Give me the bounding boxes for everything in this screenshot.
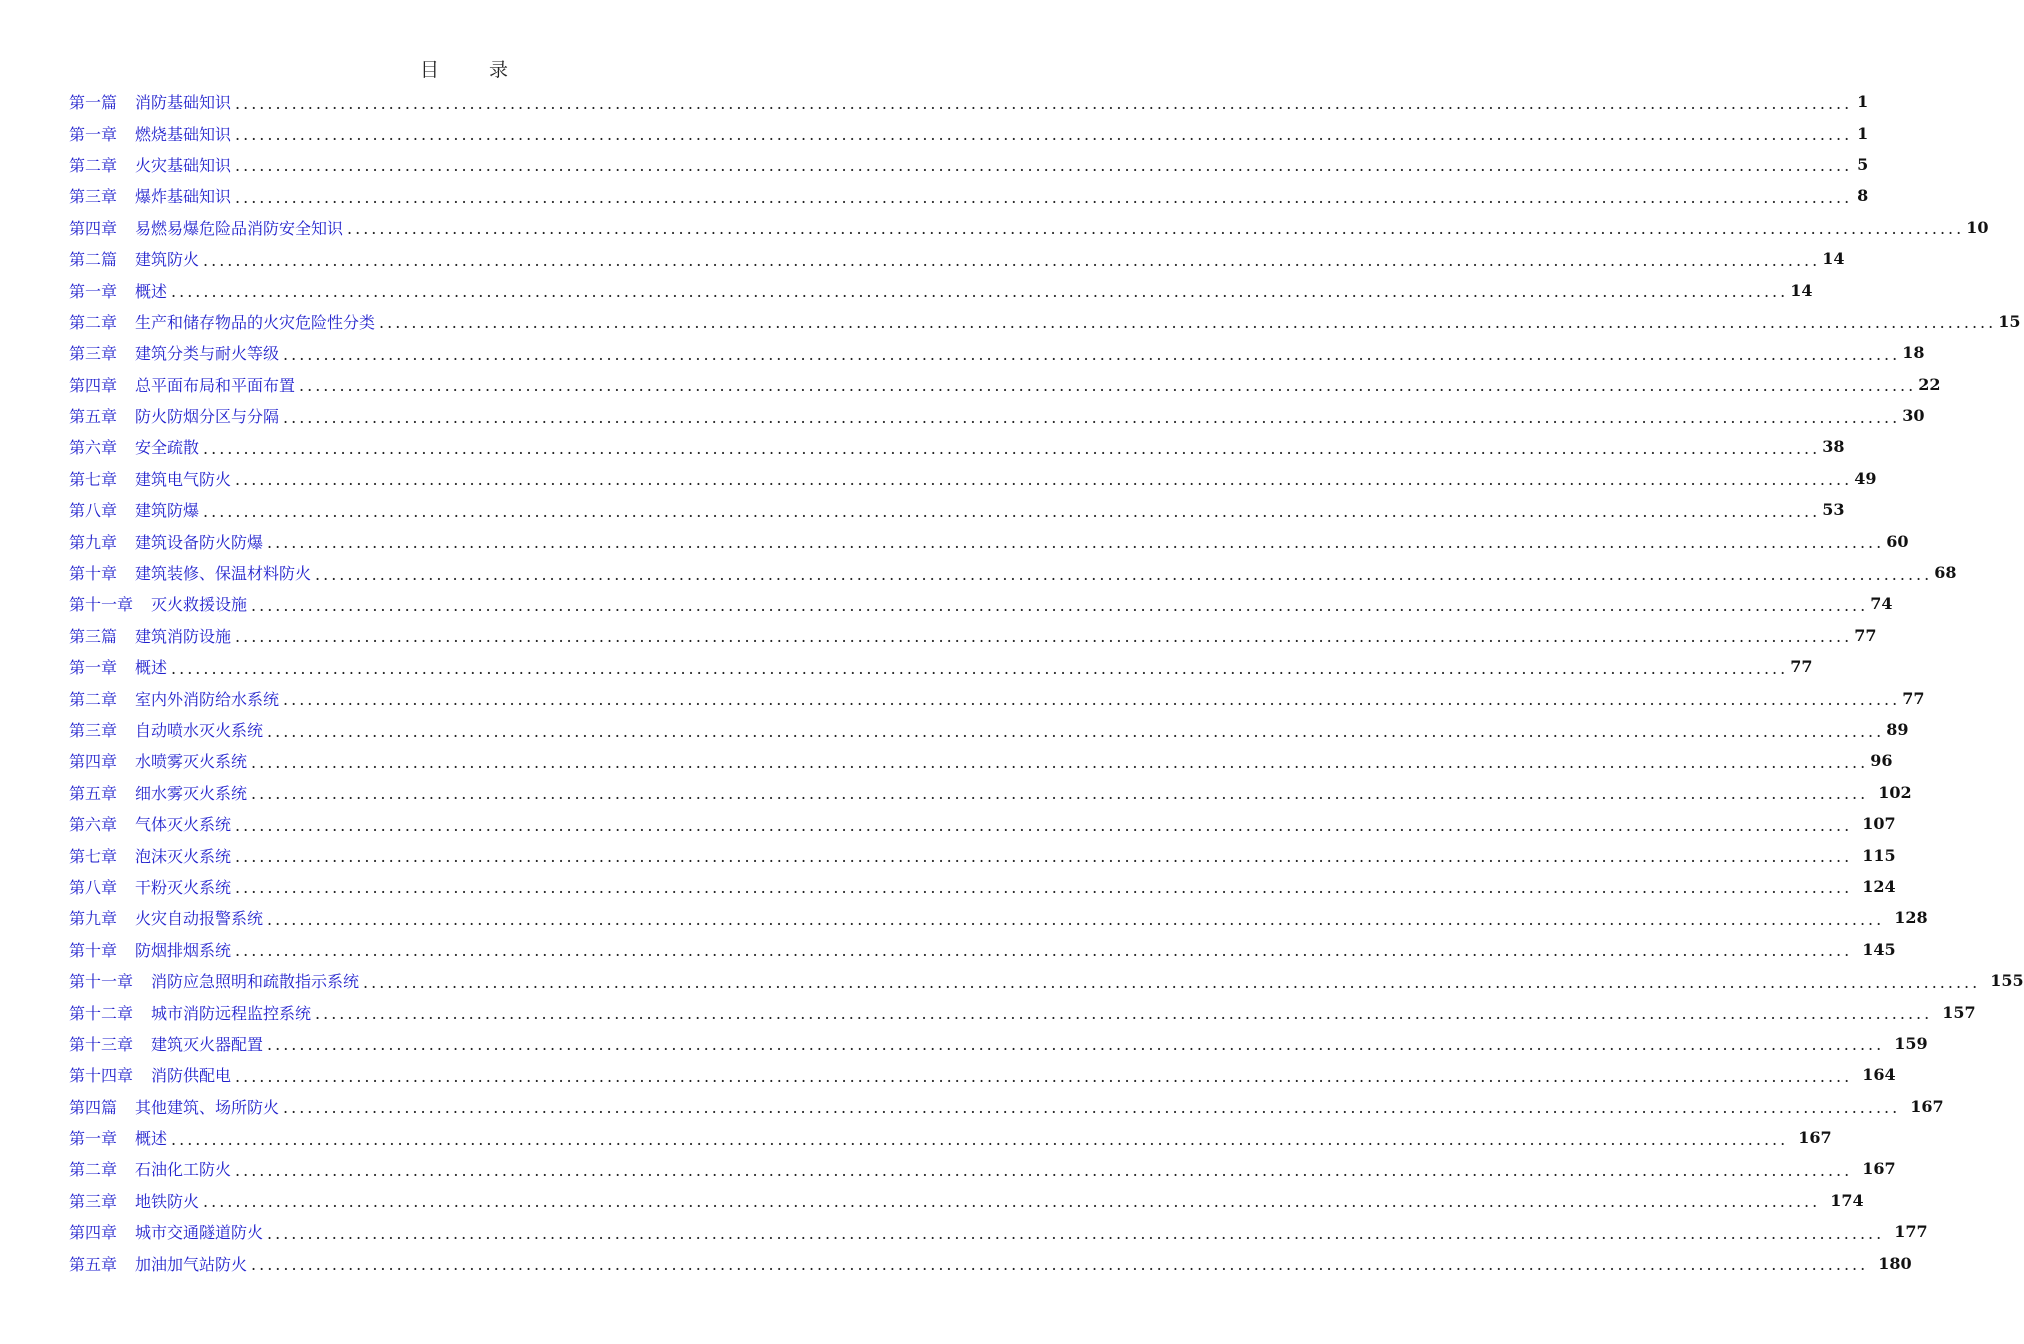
toc-entry[interactable] <box>69 1122 1832 1153</box>
toc-entry[interactable] <box>69 777 1912 808</box>
toc-leader-dots: ........................................................................................................................................................................................................ <box>251 752 1869 772</box>
toc-page-number: 107 <box>1862 814 1896 834</box>
toc-entry-title: 火灾基础知识 <box>135 155 232 175</box>
toc-entry-title: 灭火救援设施 <box>151 595 248 615</box>
toc-entry-number: 第五章 <box>69 1254 118 1274</box>
toc-page-number: 174 <box>1830 1190 1864 1210</box>
toc-entry-link[interactable] <box>69 561 311 584</box>
toc-entry-link[interactable] <box>69 216 343 239</box>
toc-entry-link[interactable] <box>69 530 263 553</box>
toc-entry-title: 爆炸基础知识 <box>135 187 232 207</box>
toc-entry-link[interactable] <box>69 1032 263 1055</box>
toc-entry-number: 第二篇 <box>69 250 118 270</box>
toc-entry-title: 建筑设备防火防爆 <box>135 532 264 552</box>
toc-entry-title: 消防供配电 <box>151 1066 232 1086</box>
toc-leader-dots: ........................................................................................................................................................................................................ <box>347 219 1965 239</box>
toc-entry[interactable] <box>69 1153 1896 1184</box>
toc-entry[interactable] <box>69 525 1909 556</box>
toc-page-number: 167 <box>1862 1159 1896 1179</box>
toc-leader-dots: ........................................................................................................................................................................................................ <box>203 438 1821 458</box>
toc-page-number: 14 <box>1822 249 1845 269</box>
toc-entry-title: 室内外消防给水系统 <box>135 689 280 709</box>
toc-page-number: 167 <box>1910 1096 1944 1116</box>
toc-entry-title: 城市交通隧道防火 <box>135 1223 264 1243</box>
toc-entry-number: 第八章 <box>69 501 118 521</box>
toc-entry-link[interactable] <box>69 404 279 427</box>
toc-entry[interactable] <box>69 274 1813 305</box>
toc-leader-dots: ........................................................................................................................................................................................................ <box>235 93 1853 113</box>
toc-page-number: 159 <box>1894 1033 1928 1053</box>
toc-leader-dots: ........................................................................................................................................................................................................ <box>267 721 1885 741</box>
toc-entry-link[interactable] <box>69 749 247 772</box>
toc-leader-dots: ........................................................................................................................................................................................................ <box>235 156 1853 176</box>
toc-entry-title: 建筑消防设施 <box>135 626 232 646</box>
toc-page-number: 167 <box>1798 1128 1832 1148</box>
toc-entry-number: 第一篇 <box>69 93 118 113</box>
toc-page-number: 1 <box>1857 92 1869 112</box>
toc-entry-number: 第十二章 <box>69 1003 134 1023</box>
toc-entry-link[interactable] <box>69 938 231 961</box>
toc-entry-number: 第八章 <box>69 877 118 897</box>
toc-entry[interactable] <box>69 745 1893 776</box>
toc-entry-title: 防火防烟分区与分隔 <box>135 407 280 427</box>
toc-page-number: 77 <box>1854 625 1877 645</box>
toc-page-number: 60 <box>1886 531 1909 551</box>
toc-leader-dots: ........................................................................................................................................................................................................ <box>235 125 1853 145</box>
toc-page-number: 77 <box>1790 657 1813 677</box>
toc-entry-number: 第二章 <box>69 312 118 332</box>
toc-page-number: 157 <box>1942 1002 1976 1022</box>
toc-page-number: 77 <box>1902 688 1925 708</box>
toc-entry-link[interactable] <box>69 153 231 176</box>
toc-leader-dots: ........................................................................................................................................................................................................ <box>283 690 1901 710</box>
toc-leader-dots: ........................................................................................................................................................................................................ <box>299 376 1917 396</box>
toc-entry-number: 第四篇 <box>69 1097 118 1117</box>
toc-entry-title: 地铁防火 <box>135 1191 200 1211</box>
toc-entry-number: 第一章 <box>69 658 118 678</box>
toc-entry-link[interactable] <box>69 781 247 804</box>
toc-entry[interactable] <box>69 337 1925 368</box>
toc-entry[interactable] <box>69 494 1845 525</box>
toc-entry-link[interactable] <box>69 341 279 364</box>
toc-leader-dots: ........................................................................................................................................................................................................ <box>235 878 1853 898</box>
toc-entry[interactable] <box>69 557 1957 588</box>
toc-entry[interactable] <box>69 839 1896 870</box>
toc-entry-title: 生产和储存物品的火灾危险性分类 <box>135 312 376 332</box>
toc-leader-dots: ........................................................................................................................................................................................................ <box>283 344 1901 364</box>
toc-entry-link[interactable] <box>69 624 231 647</box>
toc-page-number: 74 <box>1870 594 1893 614</box>
toc-entry-link[interactable] <box>69 90 231 113</box>
toc-entry[interactable] <box>69 400 1925 431</box>
toc-entry-link[interactable] <box>69 1063 231 1086</box>
toc-entry-title: 泡沫灭火系统 <box>135 846 232 866</box>
toc-leader-dots: ........................................................................................................................................................................................................ <box>235 470 1853 490</box>
toc-entry-number: 第四章 <box>69 1223 118 1243</box>
toc-leader-dots: ........................................................................................................................................................................................................ <box>363 972 1981 992</box>
toc-page-number: 164 <box>1862 1065 1896 1085</box>
toc-entry-title: 建筑防火 <box>135 250 200 270</box>
toc-entry-link[interactable] <box>69 1001 311 1024</box>
toc-entry-number: 第十三章 <box>69 1034 134 1054</box>
toc-entry-title: 自动喷水灭火系统 <box>135 721 264 740</box>
toc-entry-link[interactable] <box>69 122 231 145</box>
toc-entry-title: 总平面布局和平面布置 <box>135 375 296 395</box>
toc-entry-link[interactable] <box>69 655 167 678</box>
toc-entry[interactable] <box>69 651 1813 682</box>
toc-entry-number: 第十章 <box>69 940 118 960</box>
toc-page-number: 177 <box>1894 1222 1928 1242</box>
toc-page-number: 5 <box>1857 154 1869 174</box>
toc-entry-number: 第一章 <box>69 124 118 144</box>
toc-entry[interactable] <box>69 149 1869 180</box>
toc-entry[interactable] <box>69 1091 1944 1122</box>
toc-entry[interactable] <box>69 1028 1928 1059</box>
toc-entry-title: 其他建筑、场所防火 <box>135 1097 280 1117</box>
toc-entry-title: 建筑装修、保温材料防火 <box>135 564 312 584</box>
toc-page-number: 8 <box>1857 186 1869 206</box>
toc-leader-dots: ........................................................................................................................................................................................................ <box>251 784 1869 804</box>
toc-entry[interactable] <box>69 714 1909 745</box>
toc-page-number: 180 <box>1878 1253 1912 1273</box>
toc-entry[interactable] <box>69 306 2021 337</box>
toc-entry-link[interactable] <box>69 1220 263 1243</box>
toc-entry-link[interactable] <box>69 373 295 396</box>
table-of-contents <box>69 86 2024 1279</box>
toc-entry-title: 水喷雾灭火系统 <box>135 752 248 772</box>
toc-leader-dots: ........................................................................................................................................................................................................ <box>315 564 1933 584</box>
toc-leader-dots: ........................................................................................................................................................................................................ <box>379 313 1997 333</box>
toc-entry[interactable] <box>69 243 1845 274</box>
toc-entry-title: 概述 <box>135 1129 168 1149</box>
toc-leader-dots: ........................................................................................................................................................................................................ <box>267 1035 1885 1055</box>
toc-entry-title: 建筑电气防火 <box>135 469 232 489</box>
toc-leader-dots: ........................................................................................................................................................................................................ <box>235 1066 1853 1086</box>
toc-entry-title: 火灾自动报警系统 <box>135 909 264 929</box>
toc-entry-title: 建筑灭火器配置 <box>151 1034 264 1054</box>
toc-page-number: 15 <box>1998 311 2021 331</box>
toc-entry-number: 第二章 <box>69 155 118 175</box>
toc-entry-number: 第七章 <box>69 846 118 866</box>
toc-entry-number: 第四章 <box>69 218 118 238</box>
toc-entry[interactable] <box>69 808 1896 839</box>
toc-entry-link[interactable] <box>69 184 231 207</box>
toc-entry-number: 第二章 <box>69 1160 118 1180</box>
toc-entry-title: 概述 <box>135 658 168 678</box>
toc-page-number: 155 <box>1990 971 2024 991</box>
toc-entry[interactable] <box>69 1247 1912 1278</box>
toc-entry-number: 第三篇 <box>69 626 118 646</box>
toc-page-number: 14 <box>1790 280 1813 300</box>
toc-entry[interactable] <box>69 934 1896 965</box>
toc-entry-link[interactable] <box>69 1189 199 1212</box>
toc-leader-dots: ........................................................................................................................................................................................................ <box>283 1098 1901 1118</box>
toc-entry-title: 石油化工防火 <box>135 1160 232 1180</box>
toc-entry-title: 建筑分类与耐火等级 <box>135 344 280 364</box>
toc-page-number: 49 <box>1854 468 1877 488</box>
toc-entry-number: 第五章 <box>69 407 118 427</box>
toc-entry[interactable] <box>69 86 1869 117</box>
toc-leader-dots: ........................................................................................................................................................................................................ <box>251 595 1869 615</box>
toc-page-number: 102 <box>1878 782 1912 802</box>
toc-page-number: 30 <box>1902 406 1925 426</box>
toc-entry-link[interactable] <box>69 310 375 333</box>
toc-leader-dots: ........................................................................................................................................................................................................ <box>235 847 1853 867</box>
toc-entry-number: 第九章 <box>69 909 118 929</box>
toc-entry-link[interactable] <box>69 279 167 302</box>
toc-entry[interactable] <box>69 463 1877 494</box>
toc-entry[interactable] <box>69 180 1869 211</box>
toc-entry-title: 易燃易爆危险品消防安全知识 <box>135 218 344 238</box>
toc-leader-dots: ........................................................................................................................................................................................................ <box>203 250 1821 270</box>
toc-page-number: 38 <box>1822 437 1845 457</box>
toc-page-number: 124 <box>1862 876 1896 896</box>
toc-entry[interactable] <box>69 996 1976 1027</box>
toc-entry[interactable] <box>69 902 1928 933</box>
toc-entry-number: 第六章 <box>69 438 118 458</box>
toc-entry[interactable] <box>69 431 1845 462</box>
toc-entry-number: 第一章 <box>69 1129 118 1149</box>
toc-entry-link[interactable] <box>69 435 199 458</box>
toc-entry[interactable] <box>69 620 1877 651</box>
toc-entry-link[interactable] <box>69 592 247 615</box>
toc-entry-number: 第四章 <box>69 752 118 772</box>
toc-entry[interactable] <box>69 1185 1864 1216</box>
toc-entry-number: 第四章 <box>69 375 118 395</box>
toc-page-number: 145 <box>1862 939 1896 959</box>
toc-entry-title: 干粉灭火系统 <box>135 877 232 897</box>
toc-entry-number: 第十一章 <box>69 595 134 615</box>
toc-entry-number: 第五章 <box>69 783 118 803</box>
toc-leader-dots: ........................................................................................................................................................................................................ <box>203 1192 1821 1212</box>
toc-leader-dots: ........................................................................................................................................................................................................ <box>171 658 1789 678</box>
toc-entry-link[interactable] <box>69 906 263 929</box>
toc-leader-dots: ........................................................................................................................................................................................................ <box>235 187 1853 207</box>
toc-page-number: 22 <box>1918 374 1941 394</box>
toc-leader-dots: ........................................................................................................................................................................................................ <box>235 627 1853 647</box>
toc-leader-dots: ........................................................................................................................................................................................................ <box>171 1129 1789 1149</box>
toc-page-number: 1 <box>1857 123 1869 143</box>
toc-leader-dots: ........................................................................................................................................................................................................ <box>267 1223 1885 1243</box>
toc-leader-dots: ........................................................................................................................................................................................................ <box>267 533 1885 553</box>
toc-entry-link[interactable] <box>69 969 359 992</box>
toc-entry-link[interactable] <box>69 247 199 270</box>
toc-entry-title: 建筑防爆 <box>135 501 200 521</box>
toc-entry-link[interactable] <box>69 467 231 490</box>
toc-entry[interactable] <box>69 1216 1928 1247</box>
toc-page-number: 96 <box>1870 751 1893 771</box>
toc-entry-number: 第七章 <box>69 469 118 489</box>
toc-leader-dots: ........................................................................................................................................................................................................ <box>267 909 1885 929</box>
toc-entry-number: 第二章 <box>69 689 118 709</box>
toc-leader-dots: ........................................................................................................................................................................................................ <box>235 815 1853 835</box>
toc-entry[interactable] <box>69 212 1989 243</box>
toc-entry[interactable] <box>69 1059 1896 1090</box>
toc-page-number: 10 <box>1966 217 1989 237</box>
toc-entry-link[interactable] <box>69 1095 279 1118</box>
toc-entry-link[interactable] <box>69 875 231 898</box>
toc-entry-link[interactable] <box>69 1157 231 1180</box>
toc-entry-number: 第三章 <box>69 1191 118 1211</box>
toc-page-number: 68 <box>1934 563 1957 583</box>
toc-entry-title: 城市消防远程监控系统 <box>151 1003 312 1023</box>
toc-entry-number: 第十四章 <box>69 1066 134 1086</box>
toc-entry-number: 第三章 <box>69 344 118 364</box>
toc-page-number: 128 <box>1894 908 1928 928</box>
toc-entry-title: 加油加气站防火 <box>135 1254 248 1274</box>
toc-entry-number: 第九章 <box>69 532 118 552</box>
toc-page-number: 115 <box>1862 845 1896 865</box>
toc-entry-title: 防烟排烟系统 <box>135 940 232 960</box>
toc-entry[interactable] <box>69 588 1893 619</box>
toc-leader-dots: ........................................................................................................................................................................................................ <box>171 282 1789 302</box>
toc-entry-title: 细水雾灭火系统 <box>135 783 248 803</box>
toc-entry-number: 第十一章 <box>69 972 134 992</box>
toc-entry-title: 概述 <box>135 281 168 301</box>
toc-entry-title: 安全疏散 <box>135 438 200 458</box>
toc-leader-dots: ........................................................................................................................................................................................................ <box>235 941 1853 961</box>
toc-entry[interactable] <box>69 682 1925 713</box>
toc-entry-link[interactable] <box>69 498 199 521</box>
toc-entry[interactable] <box>69 871 1896 902</box>
toc-entry-title: 气体灭火系统 <box>135 815 232 835</box>
toc-entry-number: 第一章 <box>69 281 118 301</box>
toc-leader-dots: ........................................................................................................................................................................................................ <box>203 501 1821 521</box>
page-title: 目 录 <box>419 59 531 81</box>
toc-leader-dots: ........................................................................................................................................................................................................ <box>235 1160 1853 1180</box>
toc-entry-link[interactable] <box>69 812 231 835</box>
toc-entry-link[interactable] <box>69 844 231 867</box>
toc-entry-title: 燃烧基础知识 <box>135 124 232 144</box>
toc-entry-link[interactable] <box>69 687 279 710</box>
toc-entry-link[interactable] <box>69 718 263 741</box>
toc-entry[interactable] <box>69 117 1869 148</box>
toc-entry-link[interactable] <box>69 1252 247 1275</box>
toc-entry-number: 第三章 <box>69 721 118 740</box>
toc-entry-number: 第六章 <box>69 815 118 835</box>
toc-page-number: 89 <box>1886 720 1909 739</box>
toc-entry-link[interactable] <box>69 1126 167 1149</box>
toc-entry-number: 第十章 <box>69 564 118 584</box>
toc-page-number: 18 <box>1902 343 1925 363</box>
toc-page-number: 53 <box>1822 500 1845 520</box>
toc-entry[interactable] <box>69 965 2024 996</box>
toc-entry-number: 第三章 <box>69 187 118 207</box>
toc-leader-dots: ........................................................................................................................................................................................................ <box>315 1004 1933 1024</box>
toc-entry-title: 消防基础知识 <box>135 93 232 113</box>
toc-leader-dots: ........................................................................................................................................................................................................ <box>251 1255 1869 1275</box>
toc-entry-title: 消防应急照明和疏散指示系统 <box>151 972 360 992</box>
toc-entry[interactable] <box>69 369 1941 400</box>
toc-leader-dots: ........................................................................................................................................................................................................ <box>283 407 1901 427</box>
